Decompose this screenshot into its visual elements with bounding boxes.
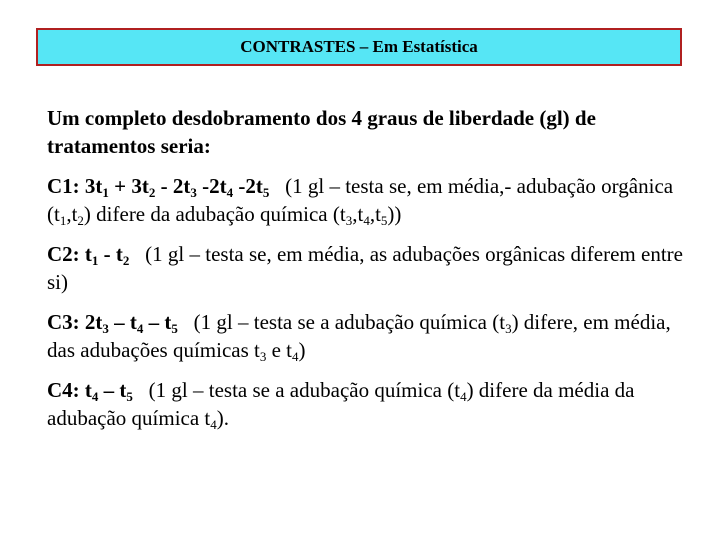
subscript: 3 bbox=[259, 349, 267, 364]
contrast-formula: $2t_3 - t_4 - t_5$ bbox=[84, 310, 178, 336]
contrast-description: (1 gl – testa se a adubação química $(t_4)$ difere da média da adubação química $t_4$). bbox=[47, 378, 635, 432]
contrast-label: C4: bbox=[47, 378, 85, 402]
subscript: 3 bbox=[345, 213, 353, 228]
subscript: 1 bbox=[91, 253, 99, 268]
subscript: 5 bbox=[171, 321, 178, 336]
subscript: 4 bbox=[292, 349, 299, 364]
subscript: 3 bbox=[102, 321, 109, 336]
page-title: CONTRASTES – Em Estatística bbox=[240, 37, 478, 56]
contrast-item bbox=[47, 376, 697, 432]
contrast-label: C3: bbox=[47, 310, 85, 334]
contrast-label: C1: bbox=[47, 174, 85, 198]
slide-content bbox=[47, 104, 697, 444]
subscript: 1 bbox=[102, 185, 109, 200]
subscript: 5 bbox=[126, 389, 133, 404]
subscript: 5 bbox=[380, 213, 388, 228]
subscript: 4 bbox=[226, 185, 234, 200]
subscript: 4 bbox=[363, 213, 370, 228]
subscript: 4 bbox=[91, 389, 99, 404]
subscript: 4 bbox=[460, 389, 467, 404]
subscript: 1 bbox=[59, 213, 67, 228]
contrast-formula: $t_1 - t_2$ bbox=[84, 242, 130, 268]
subscript: 3 bbox=[505, 321, 512, 336]
contrast-label: C2: bbox=[47, 242, 85, 266]
subscript: 2 bbox=[148, 185, 156, 200]
contrast-description: (1 gl – testa se a adubação química $(t_3)$ difere, em média, das adubações químicas $t_3$ e $t_4$) bbox=[47, 310, 671, 364]
subscript: 2 bbox=[77, 213, 84, 228]
contrast-description: (1 gl – testa se, em média,- adubação orgânica $(t_1,t_2)$ difere da adubação química $(t_3,t_4,t_5)$) bbox=[47, 174, 674, 228]
subscript: 2 bbox=[122, 253, 130, 268]
contrast-list bbox=[47, 172, 697, 432]
contrast-description: (1 gl – testa se, em média, as adubações orgânicas diferem entre si) bbox=[47, 242, 683, 294]
subscript: 4 bbox=[136, 321, 144, 336]
contrast-formula: $3t_1 + 3t_2 - 2t_3$ $-2t_4$ $-2t_5$ bbox=[84, 174, 270, 200]
subscript: 5 bbox=[262, 185, 270, 200]
contrast-item bbox=[47, 172, 697, 228]
subscript: 3 bbox=[190, 185, 197, 200]
contrast-formula: $t_4 - t_5$ bbox=[84, 378, 133, 404]
intro-text: Um completo desdobramento dos 4 graus de liberdade (gl) de tratamentos seria: bbox=[47, 106, 596, 158]
contrast-item bbox=[47, 240, 697, 296]
contrast-item bbox=[47, 308, 697, 364]
subscript: 4 bbox=[210, 417, 217, 432]
title-banner bbox=[36, 28, 682, 66]
